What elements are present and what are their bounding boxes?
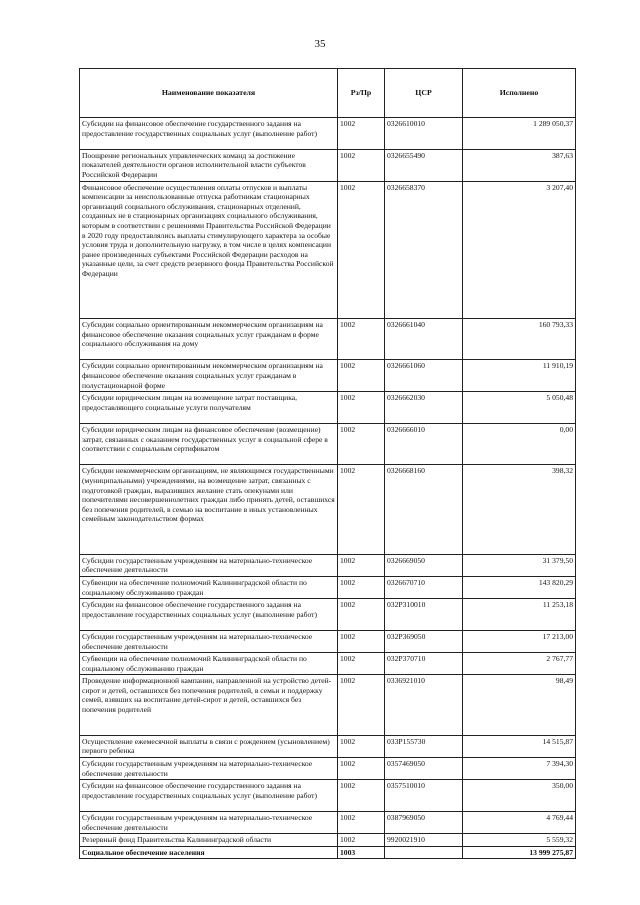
page-number: 35 <box>314 38 326 50</box>
row-value: 5 559,32 <box>463 834 576 847</box>
row-csr: 9920021910 <box>385 834 463 847</box>
table-row <box>80 758 576 780</box>
row-csr: 0336921010 <box>385 675 463 736</box>
row-name: Субсидии на финансовое обеспечение государственного задания на предоставление государственных социальных услуг (выполнение работ) <box>80 599 338 631</box>
table-row <box>80 675 576 736</box>
row-csr: 0326666010 <box>385 423 463 464</box>
header-csr: ЦСР <box>385 69 463 118</box>
row-name: Осуществление ежемесячной выплаты в связи с рождением (усыновлением) первого ребенка <box>80 735 338 757</box>
row-csr: 032P370710 <box>385 653 463 675</box>
row-value: 398,32 <box>463 465 576 554</box>
row-value: 160 793,33 <box>463 318 576 359</box>
header-value: Исполнено <box>463 69 576 118</box>
row-rz: 1002 <box>338 735 385 757</box>
row-csr: 0326662030 <box>385 392 463 424</box>
row-value: 387,63 <box>463 149 576 181</box>
row-name: Субсидии социально ориентированным некоммерческим организациям на финансовое обеспечение оказания социальных услуг гражданам в полустационарной форме <box>80 360 338 392</box>
row-name: Субвенции на обеспечение полномочий Калининградской области по социальному обслуживанию граждан <box>80 653 338 675</box>
row-value: 11 253,18 <box>463 599 576 631</box>
row-value: 4 769,44 <box>463 812 576 834</box>
table-row <box>80 360 576 392</box>
table-row <box>80 812 576 834</box>
table-row <box>80 118 576 150</box>
row-name: Субсидии государственным учреждениям на материально-техническое обеспечение деятельности <box>80 630 338 652</box>
table-row <box>80 465 576 554</box>
row-csr: 0326661040 <box>385 318 463 359</box>
row-name: Субсидии государственным учреждениям на материально-техническое обеспечение деятельности <box>80 758 338 780</box>
row-rz: 1002 <box>338 392 385 424</box>
row-csr: 0326668160 <box>385 465 463 554</box>
total-rz: 1003 <box>338 846 385 859</box>
row-csr: 0326610010 <box>385 118 463 150</box>
row-name: Поощрение региональных управленческих команд за достижение показателей деятельности органов исполнительной власти субъектов Российской Федерации <box>80 149 338 181</box>
row-rz: 1002 <box>338 318 385 359</box>
table-row <box>80 735 576 757</box>
table-row <box>80 576 576 598</box>
row-name: Субвенции на обеспечение полномочий Калининградской области по социальному обслуживанию граждан <box>80 576 338 598</box>
row-rz: 1002 <box>338 118 385 150</box>
table-row <box>80 780 576 812</box>
row-rz: 1002 <box>338 758 385 780</box>
row-value: 11 910,19 <box>463 360 576 392</box>
row-csr: 033P155730 <box>385 735 463 757</box>
row-rz: 1002 <box>338 423 385 464</box>
row-csr: 0326655490 <box>385 149 463 181</box>
row-value: 14 515,87 <box>463 735 576 757</box>
total-csr <box>385 846 463 859</box>
row-rz: 1002 <box>338 360 385 392</box>
table-row <box>80 554 576 576</box>
row-rz: 1002 <box>338 554 385 576</box>
row-csr: 0326658370 <box>385 181 463 318</box>
total-name: Социальное обеспечение населения <box>80 846 338 859</box>
table-body <box>80 118 576 847</box>
row-name: Субсидии социально ориентированным некоммерческим организациям на финансовое обеспечение оказания социальных услуг гражданам в форме социального обслуживания на дому <box>80 318 338 359</box>
table-row <box>80 181 576 318</box>
row-rz: 1002 <box>338 465 385 554</box>
table-row <box>80 653 576 675</box>
table-header-row <box>80 69 576 118</box>
row-rz: 1002 <box>338 834 385 847</box>
row-csr: 032P369050 <box>385 630 463 652</box>
row-rz: 1002 <box>338 630 385 652</box>
row-value: 98,49 <box>463 675 576 736</box>
row-rz: 1002 <box>338 653 385 675</box>
table-row <box>80 599 576 631</box>
row-value: 0,00 <box>463 423 576 464</box>
header-rz: Рз/Пр <box>338 69 385 118</box>
row-csr: 0357510010 <box>385 780 463 812</box>
row-value: 350,00 <box>463 780 576 812</box>
row-csr: 0326670710 <box>385 576 463 598</box>
row-value: 1 289 050,37 <box>463 118 576 150</box>
row-name: Субсидии некоммерческим организациям, не являющимся государственными (муниципальными) учреждениями, на возмещение затрат, связанных с подготовкой граждан, выразивших желание стать опекунами или попечителями несовершеннолетних граждан либо принять детей, оставшихся без попечения родителей, в семью на воспитание в иных установленных семейным законодательством формах <box>80 465 338 554</box>
row-rz: 1002 <box>338 576 385 598</box>
table-row <box>80 630 576 652</box>
row-csr: 0357469050 <box>385 758 463 780</box>
row-rz: 1002 <box>338 675 385 736</box>
row-name: Субсидии государственным учреждениям на материально-техническое обеспечение деятельности <box>80 812 338 834</box>
row-value: 31 379,50 <box>463 554 576 576</box>
row-csr: 0387969050 <box>385 812 463 834</box>
row-csr: 0326669050 <box>385 554 463 576</box>
row-name: Финансовое обеспечение осуществления оплаты отпусков и выплаты компенсации за неиспользованные отпуска работникам стационарных организаций социального обслуживания, стационарных отделений, созданных не в стационарных организациях социального обслуживания, которым в соответствии с решениями Правительства Российской Федерации в 2020 году предоставлялись выплаты стимулирующего характера за особые условия труда и дополнительную нагрузку, в том числе в целях компенсации ранее произведенных субъектами Российской Федерации расходов на указанные цели, за счет средств резервного фонда Правительства Российской Федерации <box>80 181 338 318</box>
row-name: Субсидии юридическим лицам на возмещение затрат поставщика, предоставляющего социальные услуги получателям <box>80 392 338 424</box>
row-csr: 032P310010 <box>385 599 463 631</box>
row-rz: 1002 <box>338 780 385 812</box>
header-name: Наименование показателя <box>80 69 338 118</box>
row-name: Субсидии государственным учреждениям на материально-техническое обеспечение деятельности <box>80 554 338 576</box>
row-name: Субсидии на финансовое обеспечение государственного задания на предоставление государственных социальных услуг (выполнение работ) <box>80 118 338 150</box>
row-value: 7 394,30 <box>463 758 576 780</box>
row-csr: 0326661060 <box>385 360 463 392</box>
row-name: Субсидии юридическим лицам на финансовое обеспечение (возмещение) затрат, связанных с оказанием государственных услуг в социальной сфере в соответствии с социальным сертификатом <box>80 423 338 464</box>
table-row <box>80 392 576 424</box>
row-name: Субсидии на финансовое обеспечение государственного задания на предоставление государственных социальных услуг (выполнение работ) <box>80 780 338 812</box>
row-rz: 1002 <box>338 812 385 834</box>
table-row <box>80 423 576 464</box>
row-value: 2 767,77 <box>463 653 576 675</box>
row-value: 3 207,40 <box>463 181 576 318</box>
row-rz: 1002 <box>338 599 385 631</box>
row-rz: 1002 <box>338 181 385 318</box>
budget-table <box>79 68 576 859</box>
row-value: 5 050,48 <box>463 392 576 424</box>
table-row <box>80 834 576 847</box>
total-value: 13 999 275,87 <box>463 846 576 859</box>
row-value: 17 213,00 <box>463 630 576 652</box>
table-row <box>80 149 576 181</box>
row-value: 143 820,29 <box>463 576 576 598</box>
table-row <box>80 318 576 359</box>
row-name: Резервный фонд Правительства Калининградской области <box>80 834 338 847</box>
row-name: Проведение информационной кампании, направленной на устройство детей-сирот и детей, оставшихся без попечения родителей, в семьи и поддержку семей, взявших на воспитание детей-сирот и детей, оставшихся без попечения родителей <box>80 675 338 736</box>
table-total-row <box>80 846 576 859</box>
row-rz: 1002 <box>338 149 385 181</box>
